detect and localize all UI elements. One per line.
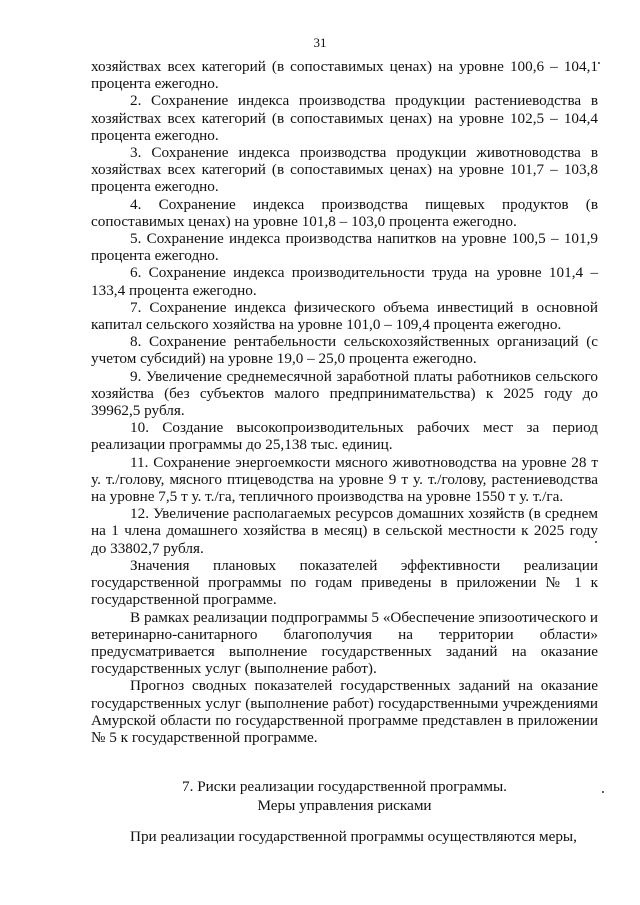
- final-paragraph: При реализации государственной программы осуществляются меры,: [130, 828, 577, 845]
- paragraph-9: 9. Увеличение среднемесячной заработной платы работников сельского хозяйства (без субъектов малого предпринимательства) к 2025 году до 39962,5 рубля.: [91, 367, 598, 420]
- paragraph-3: 3. Сохранение индекса производства продукции животноводства в хозяйствах всех категорий (в сопоставимых ценах) на уровне 101,7 – 103,8 процента ежегодно.: [91, 144, 598, 196]
- section-heading: [91, 778, 598, 815]
- paragraph-10: 10. Создание высокопроизводительных рабочих мест за период реализации программы до 25,138 тыс. единиц.: [91, 419, 598, 454]
- scan-speck: [595, 541, 597, 543]
- body-text: [91, 58, 598, 746]
- paragraph-5: 5. Сохранение индекса производства напитков на уровне 100,5 – 101,9 процента ежегодно.: [91, 230, 598, 265]
- scan-speck: [598, 62, 600, 64]
- section-heading-line-2: Меры управления рисками: [257, 796, 432, 814]
- scan-speck: [602, 791, 604, 793]
- paragraph-4: 4. Сохранение индекса производства пищевых продуктов (в сопоставимых ценах) на уровне 101,8 – 103,0 процента ежегодно.: [91, 195, 598, 230]
- paragraph-15: Прогноз сводных показателей государственных заданий на оказание государственных услуг (выполнение работ) государственными учреждениями Амурской области по государственной программе представлен в приложении № 5 к государственной программе.: [91, 677, 598, 746]
- paragraph-2: 2. Сохранение индекса производства продукции растениеводства в хозяйствах всех категорий (в сопоставимых ценах) на уровне 102,5 – 104,4 процента ежегодно.: [91, 92, 598, 144]
- page-number: 31: [313, 35, 327, 50]
- section-heading-line-1: 7. Риски реализации государственной программы.: [182, 778, 507, 795]
- paragraph-1: хозяйствах всех категорий (в сопоставимых ценах) на уровне 100,6 – 104,1 процента ежегодно.: [91, 58, 598, 93]
- paragraph-14: В рамках реализации подпрограммы 5 «Обеспечение эпизоотического и ветеринарно-санитарного благополучия на территории области» предусматривается выполнение государственных заданий на оказание государственных услуг (выполнение работ).: [91, 608, 598, 678]
- paragraph-7: 7. Сохранение индекса физического объема инвестиций в основной капитал сельского хозяйства на уровне 101,0 – 109,4 процента ежегодно.: [91, 298, 598, 334]
- paragraph-13: Значения плановых показателей эффективности реализации государственной программы по годам приведены в приложении № 1 к государственной программе.: [91, 556, 598, 609]
- paragraph-12: 12. Увеличение располагаемых ресурсов домашних хозяйств (в среднем на 1 члена домашнего хозяйства в месяц) в сельской местности к 2025 году до 33802,7 рубля.: [91, 505, 598, 557]
- paragraph-8: 8. Сохранение рентабельности сельскохозяйственных организаций (с учетом субсидий) на уровне 19,0 – 25,0 процента ежегодно.: [91, 333, 598, 368]
- paragraph-6: 6. Сохранение индекса производительности труда на уровне 101,4 – 133,4 процента ежегодно.: [91, 264, 598, 299]
- paragraph-11: 11. Сохранение энергоемкости мясного животноводства на уровне 28 т у. т./голову, мясного птицеводства на уровне 9 т у. т./голову, растениеводства на уровне 7,5 т у. т./га, тепличного производства на уровне 1550 т у. т./га.: [91, 453, 598, 506]
